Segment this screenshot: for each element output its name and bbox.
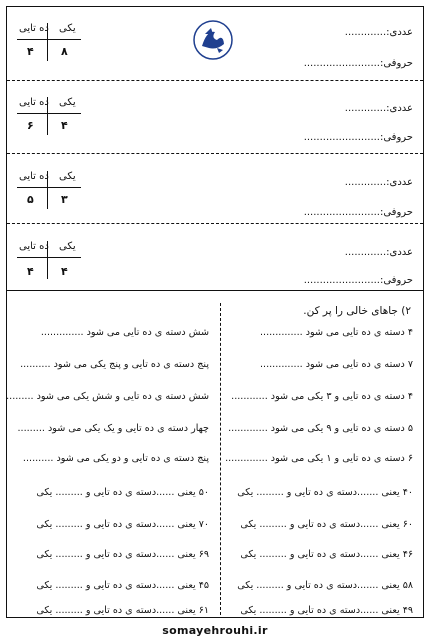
left-item: ۷۰ یعنی ......دسته ی ده تایی و ......... یکی	[36, 519, 209, 530]
words-answer-label: حروفی:........................	[303, 275, 413, 286]
place-value-table	[17, 171, 81, 211]
right-item: ۶ دسته ی ده تایی و ۱ یکی می شود ..............	[225, 453, 413, 464]
ones-header: یکی	[59, 23, 76, 34]
place-value-row-2	[7, 80, 423, 153]
place-value-table	[17, 23, 81, 63]
numeric-answer-label: عددی:.............	[344, 103, 413, 114]
place-value-row-4	[7, 223, 423, 296]
ones-value: ۴	[61, 265, 68, 278]
ones-header: یکی	[59, 241, 76, 252]
left-item: ۴۵ یعنی ......دسته ی ده تایی و ......... یکی	[36, 580, 209, 591]
ones-header: یکی	[59, 171, 76, 182]
numeric-answer-label: عددی:.............	[344, 247, 413, 258]
right-item: ۴۰ یعنی .......دسته ی ده تایی و ......... یکی	[237, 487, 413, 498]
right-item: ۵ دسته ی ده تایی و ۹ یکی می شود .............	[228, 423, 413, 434]
left-item: ۶۱ یعنی ......دسته ی ده تایی و ......... یکی	[36, 605, 209, 616]
numeric-answer-label: عددی:.............	[344, 27, 413, 38]
place-value-table	[17, 97, 81, 137]
tens-header: ده تایی	[19, 171, 49, 182]
right-item: ۴ دسته ی ده تایی و ۳ یکی می شود ............	[231, 391, 413, 402]
right-item: ۴۹ یعنی ......دسته ی ده تایی و ......... یکی	[240, 605, 413, 616]
ones-value: ۳	[61, 193, 68, 206]
words-answer-label: حروفی:........................	[303, 132, 413, 143]
tens-header: ده تایی	[19, 241, 49, 252]
left-item: شش دسته ی ده تایی و شش یکی می شود .........	[6, 391, 209, 402]
right-item: ۵۸ یعنی .......دسته ی ده تایی و ......... یکی	[237, 580, 413, 591]
worksheet-frame	[6, 6, 424, 618]
tens-header: ده تایی	[19, 23, 49, 34]
left-item: پنج دسته ی ده تایی و دو یکی می شود ..........	[22, 453, 209, 464]
left-item: چهار دسته ی ده تایی و یک یکی می شود .........	[17, 423, 209, 434]
tens-value: ۴	[27, 265, 34, 278]
tens-value: ۵	[27, 193, 34, 206]
right-item: ۶۰ یعنی ......دسته ی ده تایی و ......... یکی	[240, 519, 413, 530]
column-divider	[220, 303, 221, 615]
tens-header: ده تایی	[19, 97, 49, 108]
section-divider	[7, 290, 423, 291]
tens-value: ۴	[27, 45, 34, 58]
website-footer: somayehrouhi.ir	[162, 624, 268, 637]
numeric-answer-label: عددی:.............	[344, 177, 413, 188]
place-value-table	[17, 241, 81, 281]
right-item: ۴ دسته ی ده تایی می شود ..............	[259, 327, 413, 338]
place-value-row-1	[7, 7, 423, 80]
ones-value: ۴	[61, 119, 68, 132]
ones-value: ۸	[61, 45, 68, 58]
section-title: ۲) جاهای خالی را پر کن.	[303, 305, 411, 317]
left-item: شش دسته ی ده تایی می شود ..............	[40, 327, 209, 338]
left-item: ۶۹ یعنی ......دسته ی ده تایی و ......... یکی	[36, 549, 209, 560]
words-answer-label: حروفی:........................	[303, 207, 413, 218]
words-answer-label: حروفی:........................	[303, 58, 413, 69]
right-item: ۴۶ یعنی ......دسته ی ده تایی و ......... یکی	[240, 549, 413, 560]
left-item: ۵۰ یعنی ......دسته ی ده تایی و ......... یکی	[36, 487, 209, 498]
right-item: ۷ دسته ی ده تایی می شود ..............	[259, 359, 413, 370]
ones-header: یکی	[59, 97, 76, 108]
left-item: پنج دسته ی ده تایی و پنج یکی می شود ..........	[20, 359, 209, 370]
place-value-row-3	[7, 153, 423, 226]
tens-value: ۶	[27, 119, 34, 132]
